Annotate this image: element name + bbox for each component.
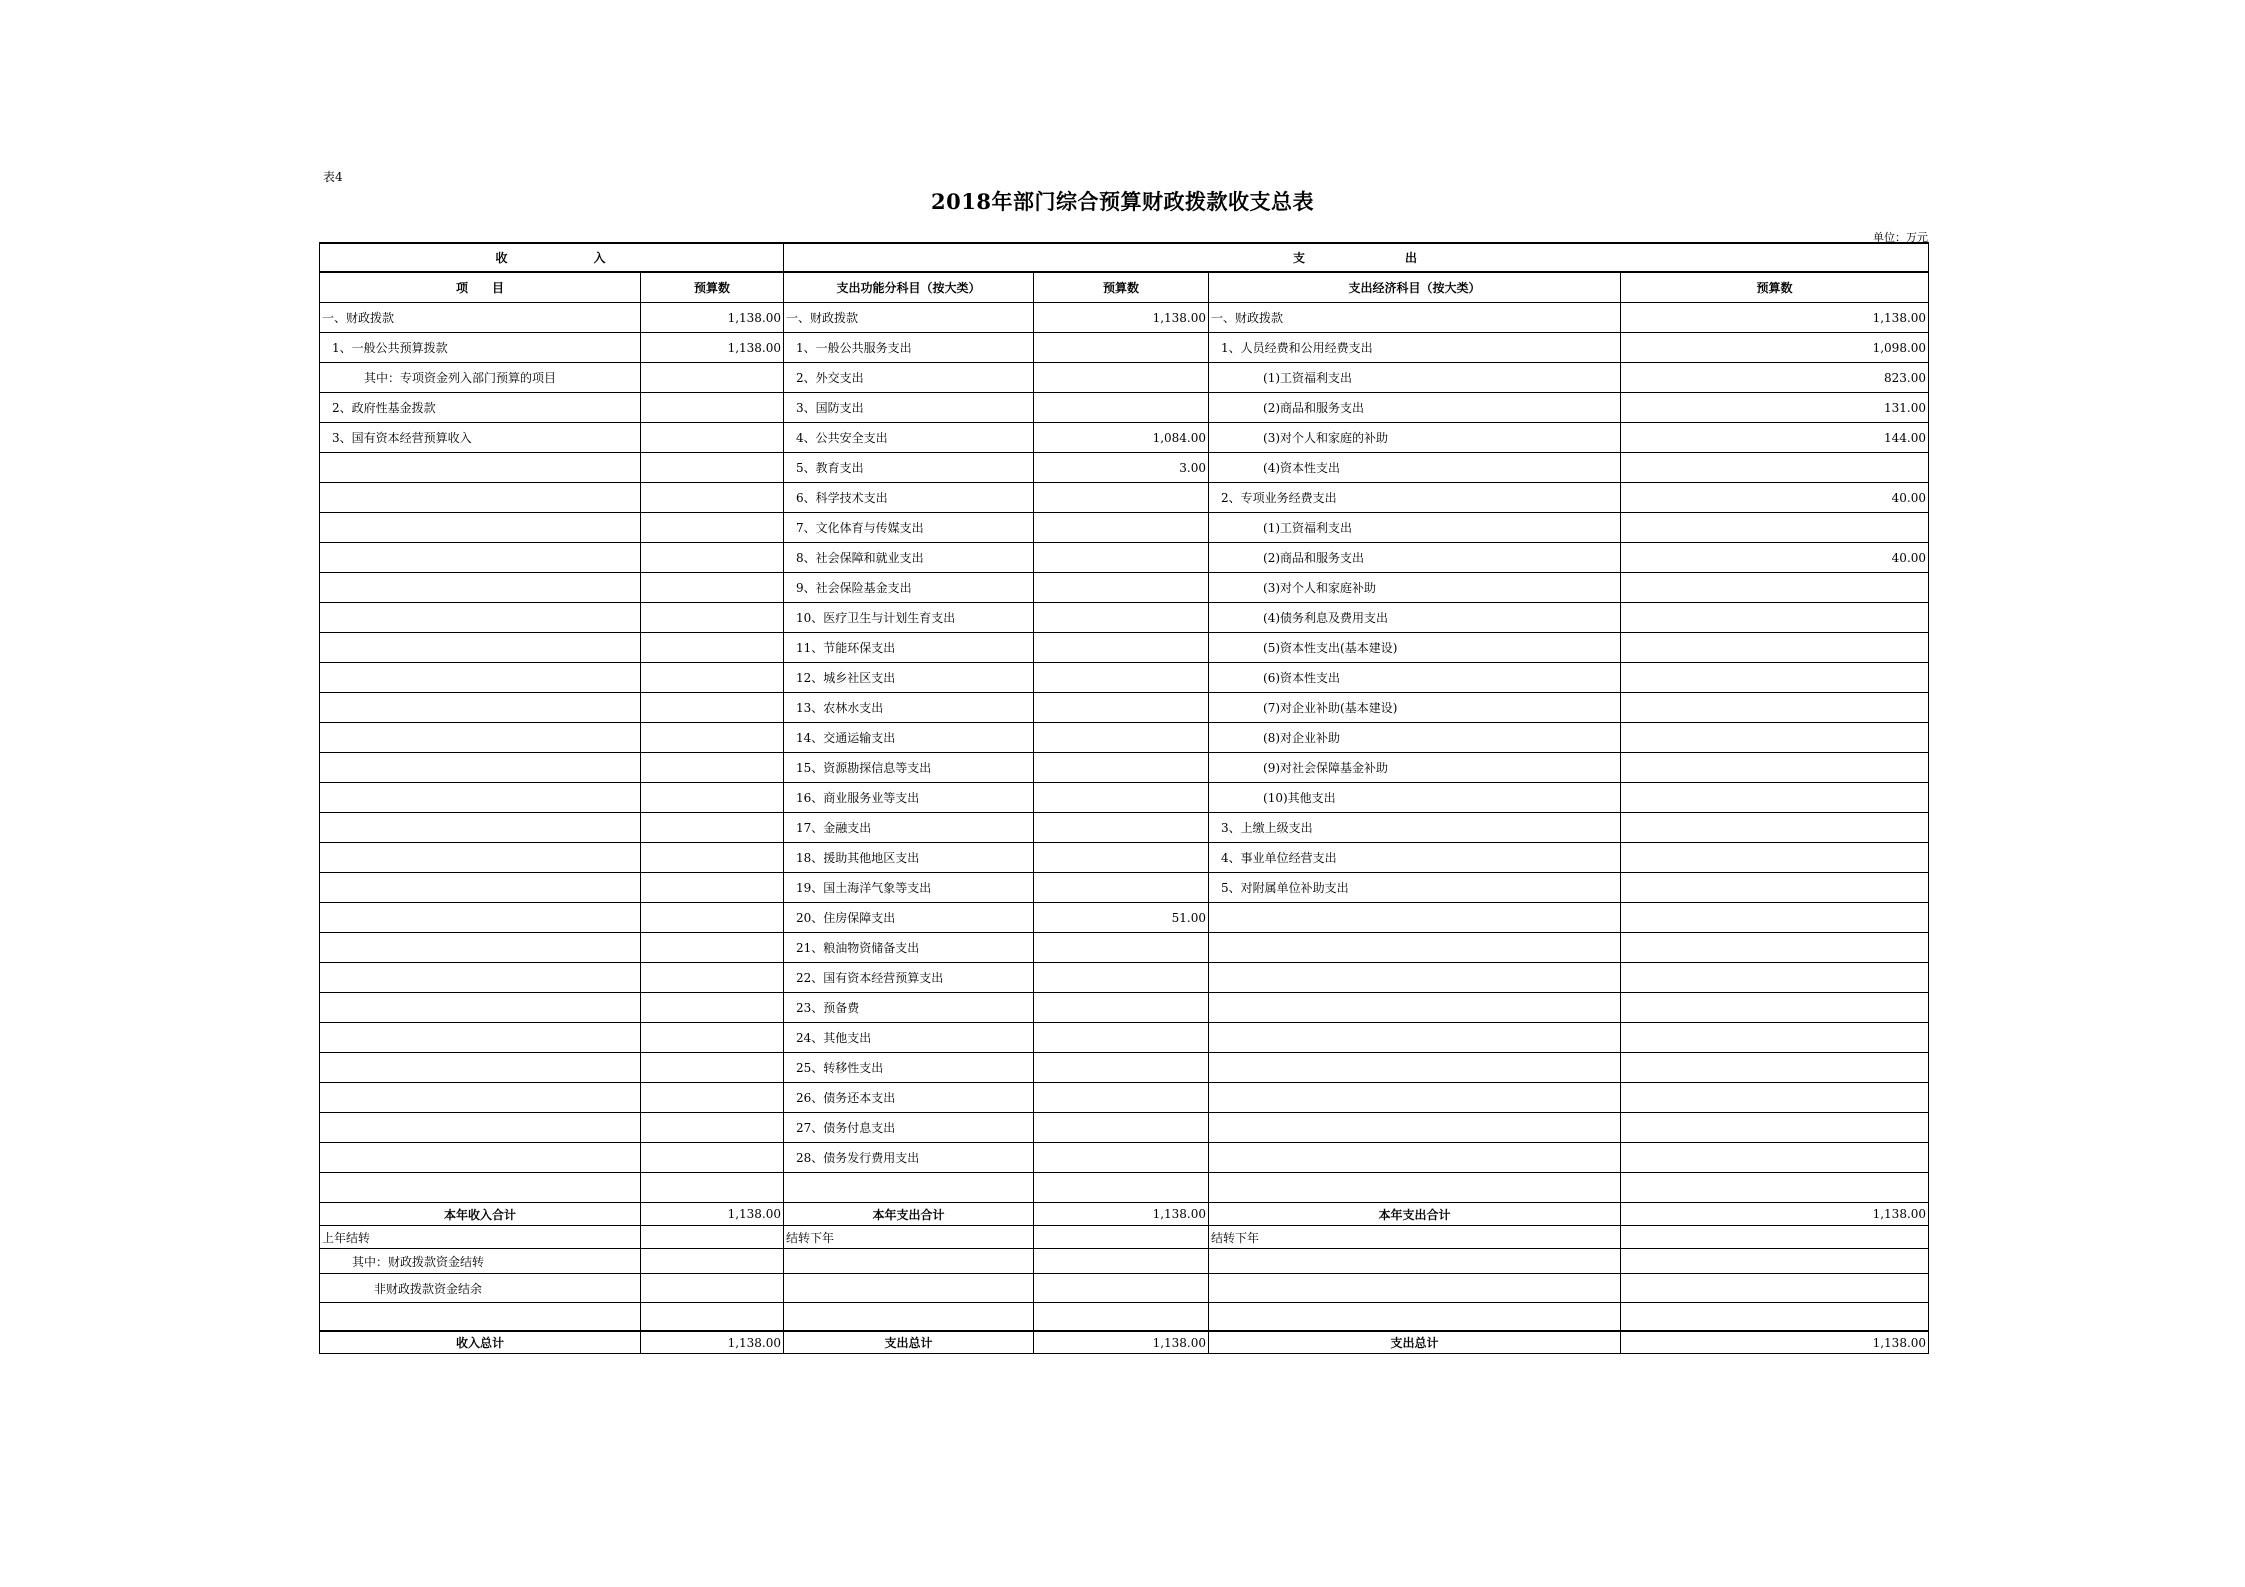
table-row bbox=[320, 1113, 1929, 1143]
func-grand-value: 1,138.00 bbox=[1034, 1331, 1209, 1354]
econ-budget-value bbox=[1621, 453, 1929, 483]
table-cell bbox=[784, 1249, 1034, 1274]
func-budget-value bbox=[1034, 1113, 1209, 1143]
econ-budget-value bbox=[1621, 1083, 1929, 1113]
table-cell bbox=[641, 1226, 784, 1249]
func-budget-value bbox=[1034, 1023, 1209, 1053]
func-budget-value bbox=[1034, 693, 1209, 723]
table-row bbox=[320, 1053, 1929, 1083]
income-item bbox=[320, 903, 641, 933]
income-budget-value bbox=[641, 393, 784, 423]
econ-class-item: (4)资本性支出 bbox=[1209, 453, 1621, 483]
econ-class-item bbox=[1209, 1143, 1621, 1173]
econ-class-item: 4、事业单位经营支出 bbox=[1209, 843, 1621, 873]
table-row bbox=[320, 1173, 1929, 1203]
income-budget-value bbox=[641, 873, 784, 903]
econ-carry-next-year: 结转下年 bbox=[1209, 1226, 1621, 1249]
func-budget-value: 1,138.00 bbox=[1034, 303, 1209, 333]
econ-budget-value bbox=[1621, 993, 1929, 1023]
econ-budget-value bbox=[1621, 1173, 1929, 1203]
func-class-item: 一、财政拨款 bbox=[784, 303, 1034, 333]
fiscal-carryover-label: 其中：财政拨款资金结转 bbox=[320, 1249, 641, 1274]
func-budget-value bbox=[1034, 933, 1209, 963]
income-item bbox=[320, 1083, 641, 1113]
func-budget-value bbox=[1034, 1173, 1209, 1203]
table-row bbox=[320, 393, 1929, 423]
income-item: 2、政府性基金拨款 bbox=[320, 393, 641, 423]
expense-caption: 支 出 bbox=[784, 243, 1929, 272]
func-budget-value bbox=[1034, 843, 1209, 873]
prev-year-carryover: 上年结转 bbox=[320, 1226, 641, 1249]
income-budget-value bbox=[641, 573, 784, 603]
func-carry-next-year: 结转下年 bbox=[784, 1226, 1034, 1249]
income-item bbox=[320, 963, 641, 993]
income-grand-value: 1,138.00 bbox=[641, 1331, 784, 1354]
func-class-item: 14、交通运输支出 bbox=[784, 723, 1034, 753]
annual-total-row bbox=[320, 1203, 1929, 1226]
income-item bbox=[320, 873, 641, 903]
table-row bbox=[320, 903, 1929, 933]
table-row bbox=[320, 633, 1929, 663]
econ-budget-value bbox=[1621, 903, 1929, 933]
econ-class-item: (9)对社会保障基金补助 bbox=[1209, 753, 1621, 783]
func-class-item: 2、外交支出 bbox=[784, 363, 1034, 393]
income-item bbox=[320, 663, 641, 693]
header-budget-econ: 预算数 bbox=[1621, 272, 1929, 303]
header-econ-class: 支出经济科目（按大类） bbox=[1209, 272, 1621, 303]
table-row bbox=[320, 363, 1929, 393]
func-class-item: 15、资源勘探信息等支出 bbox=[784, 753, 1034, 783]
income-total-value: 1,138.00 bbox=[641, 1203, 784, 1226]
func-budget-value bbox=[1034, 1143, 1209, 1173]
func-budget-value: 51.00 bbox=[1034, 903, 1209, 933]
econ-budget-value: 144.00 bbox=[1621, 423, 1929, 453]
income-item bbox=[320, 513, 641, 543]
income-item bbox=[320, 453, 641, 483]
econ-class-item: (3)对个人和家庭的补助 bbox=[1209, 423, 1621, 453]
econ-budget-value: 1,098.00 bbox=[1621, 333, 1929, 363]
func-class-item: 18、援助其他地区支出 bbox=[784, 843, 1034, 873]
income-budget-value bbox=[641, 663, 784, 693]
income-budget-value bbox=[641, 483, 784, 513]
econ-class-item: (2)商品和服务支出 bbox=[1209, 393, 1621, 423]
econ-class-item bbox=[1209, 1083, 1621, 1113]
income-budget-value bbox=[641, 753, 784, 783]
income-budget-value bbox=[641, 933, 784, 963]
table-cell bbox=[641, 1303, 784, 1332]
func-budget-value: 1,084.00 bbox=[1034, 423, 1209, 453]
income-item bbox=[320, 843, 641, 873]
table-cell bbox=[1209, 1249, 1621, 1274]
income-item bbox=[320, 993, 641, 1023]
econ-budget-value bbox=[1621, 1143, 1929, 1173]
table-row bbox=[320, 873, 1929, 903]
table-row bbox=[320, 783, 1929, 813]
income-budget-value bbox=[641, 453, 784, 483]
table-cell bbox=[1034, 1303, 1209, 1332]
income-budget-value bbox=[641, 963, 784, 993]
econ-budget-value bbox=[1621, 723, 1929, 753]
table-row bbox=[320, 723, 1929, 753]
func-budget-value bbox=[1034, 1053, 1209, 1083]
income-item bbox=[320, 1113, 641, 1143]
func-class-item: 3、国防支出 bbox=[784, 393, 1034, 423]
econ-class-item: (4)债务利息及费用支出 bbox=[1209, 603, 1621, 633]
func-class-item: 20、住房保障支出 bbox=[784, 903, 1034, 933]
func-budget-value bbox=[1034, 873, 1209, 903]
table-cell bbox=[1209, 1303, 1621, 1332]
table-row bbox=[320, 963, 1929, 993]
func-budget-value bbox=[1034, 543, 1209, 573]
table-row bbox=[320, 843, 1929, 873]
func-total-value: 1,138.00 bbox=[1034, 1203, 1209, 1226]
econ-total-label: 本年支出合计 bbox=[1209, 1203, 1621, 1226]
econ-class-item: (2)商品和服务支出 bbox=[1209, 543, 1621, 573]
table-row bbox=[320, 933, 1929, 963]
func-class-item: 11、节能环保支出 bbox=[784, 633, 1034, 663]
econ-class-item bbox=[1209, 963, 1621, 993]
income-item bbox=[320, 753, 641, 783]
income-budget-value bbox=[641, 633, 784, 663]
func-class-item: 25、转移性支出 bbox=[784, 1053, 1034, 1083]
econ-budget-value: 40.00 bbox=[1621, 483, 1929, 513]
econ-class-item: (1)工资福利支出 bbox=[1209, 363, 1621, 393]
income-item bbox=[320, 483, 641, 513]
table-row bbox=[320, 1023, 1929, 1053]
income-budget-value bbox=[641, 813, 784, 843]
table-row bbox=[320, 543, 1929, 573]
econ-class-item: 5、对附属单位补助支出 bbox=[1209, 873, 1621, 903]
income-item bbox=[320, 1023, 641, 1053]
func-budget-value bbox=[1034, 603, 1209, 633]
table-cell bbox=[1034, 1249, 1209, 1274]
func-budget-value: 3.00 bbox=[1034, 453, 1209, 483]
func-budget-value bbox=[1034, 333, 1209, 363]
econ-budget-value: 131.00 bbox=[1621, 393, 1929, 423]
header-item: 项 目 bbox=[320, 272, 641, 303]
income-item bbox=[320, 603, 641, 633]
econ-budget-value: 823.00 bbox=[1621, 363, 1929, 393]
econ-budget-value bbox=[1621, 513, 1929, 543]
func-class-item: 28、债务发行费用支出 bbox=[784, 1143, 1034, 1173]
func-class-item: 16、商业服务业等支出 bbox=[784, 783, 1034, 813]
func-class-item: 27、债务付息支出 bbox=[784, 1113, 1034, 1143]
func-budget-value bbox=[1034, 483, 1209, 513]
income-item bbox=[320, 1173, 641, 1203]
income-grand-label: 收入总计 bbox=[320, 1331, 641, 1354]
table-row bbox=[320, 573, 1929, 603]
func-class-item bbox=[784, 1173, 1034, 1203]
table-row bbox=[320, 813, 1929, 843]
income-budget-value bbox=[641, 783, 784, 813]
income-item bbox=[320, 633, 641, 663]
table-cell bbox=[784, 1303, 1034, 1332]
econ-budget-value bbox=[1621, 753, 1929, 783]
header-budget-income: 预算数 bbox=[641, 272, 784, 303]
econ-budget-value bbox=[1621, 843, 1929, 873]
page-title: 2018年部门综合预算财政拨款收支总表 bbox=[931, 189, 1314, 214]
income-caption: 收 入 bbox=[320, 243, 784, 272]
income-item bbox=[320, 573, 641, 603]
nonfiscal-balance-label: 非财政拨款资金结余 bbox=[320, 1274, 641, 1303]
func-class-item: 4、公共安全支出 bbox=[784, 423, 1034, 453]
econ-class-item bbox=[1209, 1023, 1621, 1053]
func-class-item: 22、国有资本经营预算支出 bbox=[784, 963, 1034, 993]
table-row bbox=[320, 993, 1929, 1023]
table-row bbox=[320, 693, 1929, 723]
income-budget-value bbox=[641, 843, 784, 873]
table-cell bbox=[1209, 1274, 1621, 1303]
func-budget-value bbox=[1034, 513, 1209, 543]
header-budget-func: 预算数 bbox=[1034, 272, 1209, 303]
func-budget-value bbox=[1034, 663, 1209, 693]
func-class-item: 24、其他支出 bbox=[784, 1023, 1034, 1053]
econ-budget-value bbox=[1621, 963, 1929, 993]
income-item bbox=[320, 933, 641, 963]
income-budget-value bbox=[641, 1143, 784, 1173]
income-budget-value bbox=[641, 513, 784, 543]
func-budget-value bbox=[1034, 573, 1209, 603]
func-class-item: 7、文化体育与传媒支出 bbox=[784, 513, 1034, 543]
func-budget-value bbox=[1034, 633, 1209, 663]
econ-class-item bbox=[1209, 1173, 1621, 1203]
income-item: 一、财政拨款 bbox=[320, 303, 641, 333]
table-cell bbox=[1621, 1249, 1929, 1274]
table-row bbox=[320, 423, 1929, 453]
econ-budget-value bbox=[1621, 1023, 1929, 1053]
econ-budget-value bbox=[1621, 573, 1929, 603]
income-budget-value bbox=[641, 723, 784, 753]
econ-budget-value bbox=[1621, 693, 1929, 723]
func-class-item: 26、债务还本支出 bbox=[784, 1083, 1034, 1113]
nonfiscal-balance-row bbox=[320, 1274, 1929, 1303]
econ-budget-value bbox=[1621, 783, 1929, 813]
income-budget-value bbox=[641, 543, 784, 573]
header-func-class: 支出功能分科目（按大类） bbox=[784, 272, 1034, 303]
income-item bbox=[320, 543, 641, 573]
econ-class-item: (10)其他支出 bbox=[1209, 783, 1621, 813]
func-budget-value bbox=[1034, 963, 1209, 993]
income-item bbox=[320, 813, 641, 843]
econ-budget-value bbox=[1621, 603, 1929, 633]
income-budget-value bbox=[641, 603, 784, 633]
func-budget-value bbox=[1034, 723, 1209, 753]
carryover-row bbox=[320, 1226, 1929, 1249]
income-item bbox=[320, 1143, 641, 1173]
income-budget-value bbox=[641, 363, 784, 393]
grand-total-row bbox=[320, 1331, 1929, 1354]
table-row bbox=[320, 753, 1929, 783]
econ-class-item: (7)对企业补助(基本建设) bbox=[1209, 693, 1621, 723]
econ-grand-label: 支出总计 bbox=[1209, 1331, 1621, 1354]
table-cell bbox=[641, 1249, 784, 1274]
econ-class-item: (8)对企业补助 bbox=[1209, 723, 1621, 753]
table-row bbox=[320, 603, 1929, 633]
func-class-item: 10、医疗卫生与计划生育支出 bbox=[784, 603, 1034, 633]
econ-budget-value bbox=[1621, 1053, 1929, 1083]
table-row bbox=[320, 513, 1929, 543]
table-row bbox=[320, 483, 1929, 513]
income-budget-value bbox=[641, 693, 784, 723]
econ-class-item: 2、专项业务经费支出 bbox=[1209, 483, 1621, 513]
table-cell bbox=[1621, 1274, 1929, 1303]
func-class-item: 21、粮油物资储备支出 bbox=[784, 933, 1034, 963]
econ-class-item bbox=[1209, 1113, 1621, 1143]
income-budget-value bbox=[641, 903, 784, 933]
income-item bbox=[320, 1053, 641, 1083]
income-budget-value: 1,138.00 bbox=[641, 303, 784, 333]
table-cell bbox=[641, 1274, 784, 1303]
func-budget-value bbox=[1034, 783, 1209, 813]
income-item bbox=[320, 723, 641, 753]
func-class-item: 8、社会保障和就业支出 bbox=[784, 543, 1034, 573]
income-item bbox=[320, 783, 641, 813]
econ-class-item: 一、财政拨款 bbox=[1209, 303, 1621, 333]
table-row bbox=[320, 333, 1929, 363]
econ-class-item: (3)对个人和家庭补助 bbox=[1209, 573, 1621, 603]
table-cell bbox=[1621, 1303, 1929, 1332]
income-budget-value: 1,138.00 bbox=[641, 333, 784, 363]
econ-total-value: 1,138.00 bbox=[1621, 1203, 1929, 1226]
econ-class-item: (1)工资福利支出 bbox=[1209, 513, 1621, 543]
income-budget-value bbox=[641, 1083, 784, 1113]
income-item: 其中：专项资金列入部门预算的项目 bbox=[320, 363, 641, 393]
func-class-item: 19、国土海洋气象等支出 bbox=[784, 873, 1034, 903]
blank-row bbox=[320, 1303, 1929, 1332]
header-row bbox=[320, 272, 1929, 303]
func-class-item: 5、教育支出 bbox=[784, 453, 1034, 483]
table-row bbox=[320, 1083, 1929, 1113]
func-grand-label: 支出总计 bbox=[784, 1331, 1034, 1354]
econ-budget-value bbox=[1621, 813, 1929, 843]
func-budget-value bbox=[1034, 813, 1209, 843]
econ-budget-value bbox=[1621, 873, 1929, 903]
table-row bbox=[320, 1143, 1929, 1173]
table-cell bbox=[1034, 1226, 1209, 1249]
econ-class-item bbox=[1209, 993, 1621, 1023]
budget-table bbox=[319, 242, 1929, 1354]
income-budget-value bbox=[641, 1173, 784, 1203]
func-class-item: 23、预备费 bbox=[784, 993, 1034, 1023]
func-total-label: 本年支出合计 bbox=[784, 1203, 1034, 1226]
func-class-item: 12、城乡社区支出 bbox=[784, 663, 1034, 693]
income-budget-value bbox=[641, 993, 784, 1023]
func-budget-value bbox=[1034, 993, 1209, 1023]
func-class-item: 9、社会保险基金支出 bbox=[784, 573, 1034, 603]
income-budget-value bbox=[641, 423, 784, 453]
econ-budget-value: 40.00 bbox=[1621, 543, 1929, 573]
econ-class-item bbox=[1209, 903, 1621, 933]
econ-budget-value bbox=[1621, 633, 1929, 663]
table-row bbox=[320, 453, 1929, 483]
func-class-item: 1、一般公共服务支出 bbox=[784, 333, 1034, 363]
income-budget-value bbox=[641, 1053, 784, 1083]
econ-class-item: (5)资本性支出(基本建设) bbox=[1209, 633, 1621, 663]
income-item: 3、国有资本经营预算收入 bbox=[320, 423, 641, 453]
econ-class-item: (6)资本性支出 bbox=[1209, 663, 1621, 693]
econ-class-item bbox=[1209, 933, 1621, 963]
econ-class-item: 3、上缴上级支出 bbox=[1209, 813, 1621, 843]
fiscal-carryover-row bbox=[320, 1249, 1929, 1274]
econ-budget-value bbox=[1621, 663, 1929, 693]
econ-budget-value bbox=[1621, 1113, 1929, 1143]
func-budget-value bbox=[1034, 363, 1209, 393]
func-budget-value bbox=[1034, 1083, 1209, 1113]
func-class-item: 13、农林水支出 bbox=[784, 693, 1034, 723]
unit-label: 单位：万元 bbox=[1873, 231, 1928, 244]
econ-class-item: 1、人员经费和公用经费支出 bbox=[1209, 333, 1621, 363]
table-row bbox=[320, 303, 1929, 333]
table-row bbox=[320, 663, 1929, 693]
income-total-label: 本年收入合计 bbox=[320, 1203, 641, 1226]
econ-class-item bbox=[1209, 1053, 1621, 1083]
func-budget-value bbox=[1034, 753, 1209, 783]
caption-row bbox=[320, 243, 1929, 272]
econ-grand-value: 1,138.00 bbox=[1621, 1331, 1929, 1354]
func-class-item: 17、金融支出 bbox=[784, 813, 1034, 843]
econ-budget-value: 1,138.00 bbox=[1621, 303, 1929, 333]
table-cell bbox=[320, 1303, 641, 1332]
income-budget-value bbox=[641, 1113, 784, 1143]
func-budget-value bbox=[1034, 393, 1209, 423]
income-item bbox=[320, 693, 641, 723]
table-cell bbox=[784, 1274, 1034, 1303]
econ-budget-value bbox=[1621, 933, 1929, 963]
table-number-label: 表4 bbox=[323, 170, 343, 184]
func-class-item: 6、科学技术支出 bbox=[784, 483, 1034, 513]
income-budget-value bbox=[641, 1023, 784, 1053]
table-cell bbox=[1621, 1226, 1929, 1249]
table-cell bbox=[1034, 1274, 1209, 1303]
income-item: 1、一般公共预算拨款 bbox=[320, 333, 641, 363]
